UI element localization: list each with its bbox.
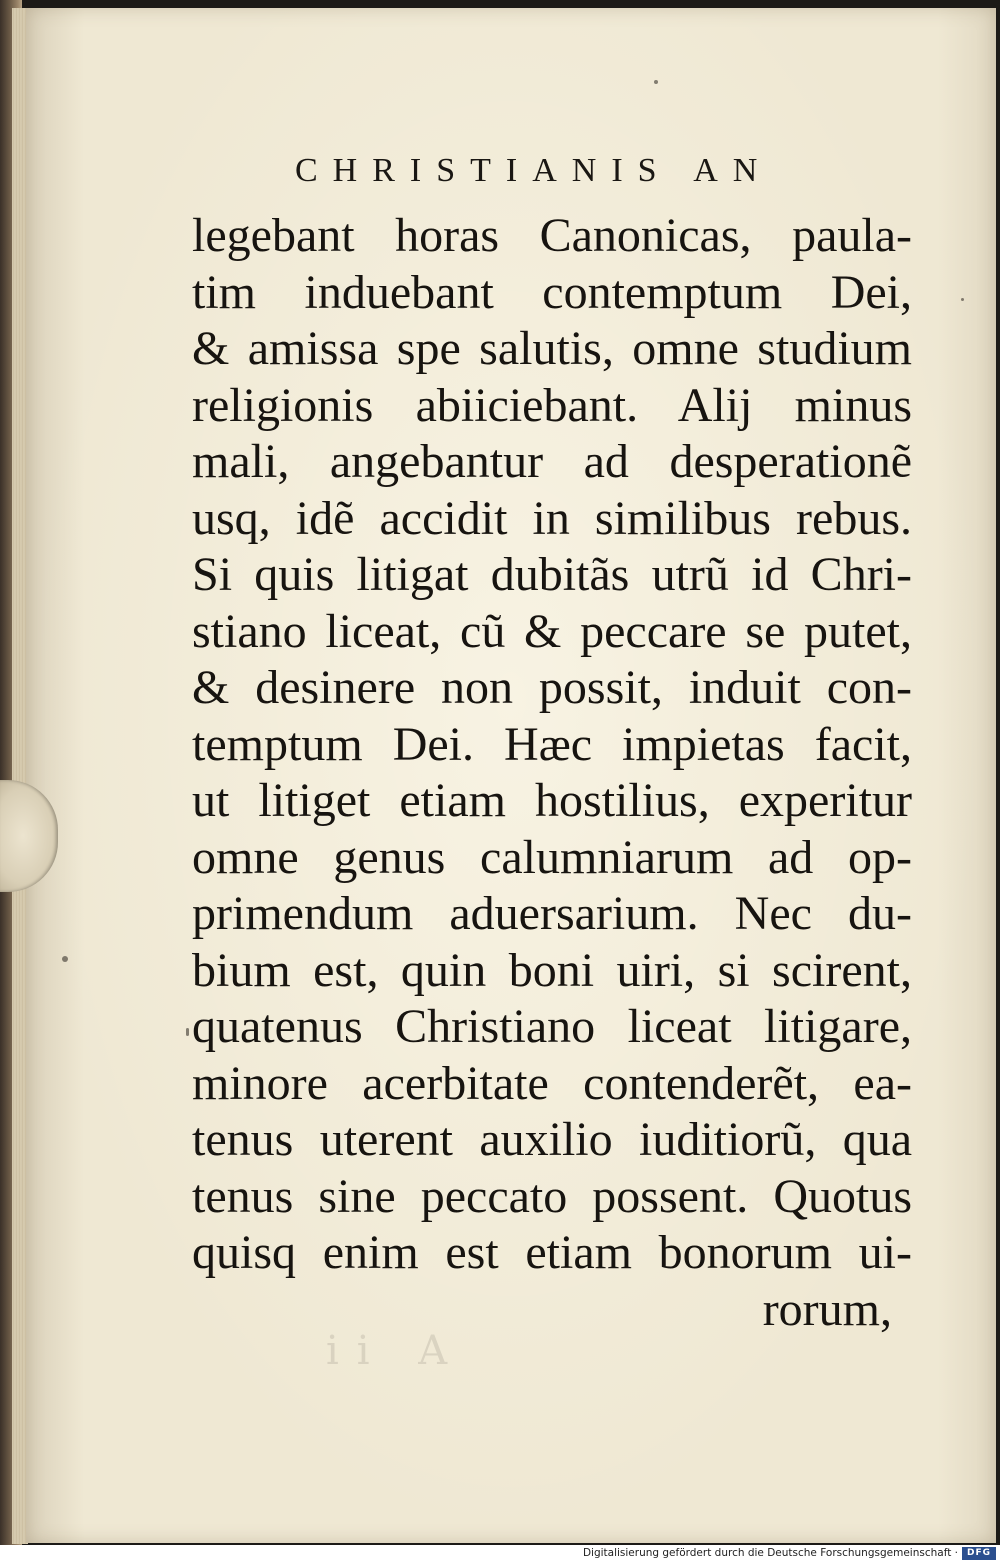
text-line: & amissa spe salutis, omne studium (192, 322, 912, 375)
ink-speck (961, 298, 964, 301)
text-line: tim induebant contemptum Dei, (192, 265, 912, 319)
text-line: minore acerbitate contenderẽt, ea- (192, 1056, 912, 1110)
ink-speck (186, 1028, 189, 1036)
text-line: stiano liceat, cũ & peccare se putet, (192, 604, 912, 658)
text-line: quisq enim est etiam bonorum ui- (192, 1226, 912, 1279)
text-line: tenus sine peccato possent. Quotus (192, 1169, 912, 1223)
text-line: religionis abiiciebant. Alij minus (192, 378, 912, 432)
body-text (192, 208, 912, 1338)
text-line: temptum Dei. Hæc impietas facit, (192, 717, 912, 771)
running-head: CHRISTIANIS AN (295, 152, 773, 189)
text-line: usq, idẽ accidit in similibus rebus. (192, 491, 912, 545)
show-through-ghost: ii A (326, 1328, 466, 1374)
text-line: & desinere non possit, induit con- (192, 661, 912, 714)
text-line: tenus uterent auxilio iuditiorũ, qua (192, 1113, 912, 1166)
text-line: legebant horas Canonicas, paula- (192, 209, 912, 262)
text-line: ut litiget etiam hostilius, experitur (192, 774, 912, 827)
dfg-logo-icon: DFG (962, 1547, 996, 1560)
text-line: quatenus Christiano liceat litigare, (192, 1000, 912, 1053)
ink-speck (62, 956, 68, 962)
ink-speck (654, 80, 658, 84)
digitization-credit: Digitalisierung gefördert durch die Deutsche Forschungsgemeinschaft · (582, 1547, 958, 1559)
text-line: Si quis litigat dubitãs utrũ id Chri- (192, 548, 912, 601)
text-line: mali, angebantur ad desperationẽ (192, 435, 912, 488)
text-line: bium est, quin boni uiri, si scirent, (192, 943, 912, 997)
text-line: omne genus calumniarum ad op- (192, 830, 912, 884)
text-line: primendum aduersarium. Nec du- (192, 887, 912, 940)
catchword-line: rorum, (762, 1282, 892, 1336)
